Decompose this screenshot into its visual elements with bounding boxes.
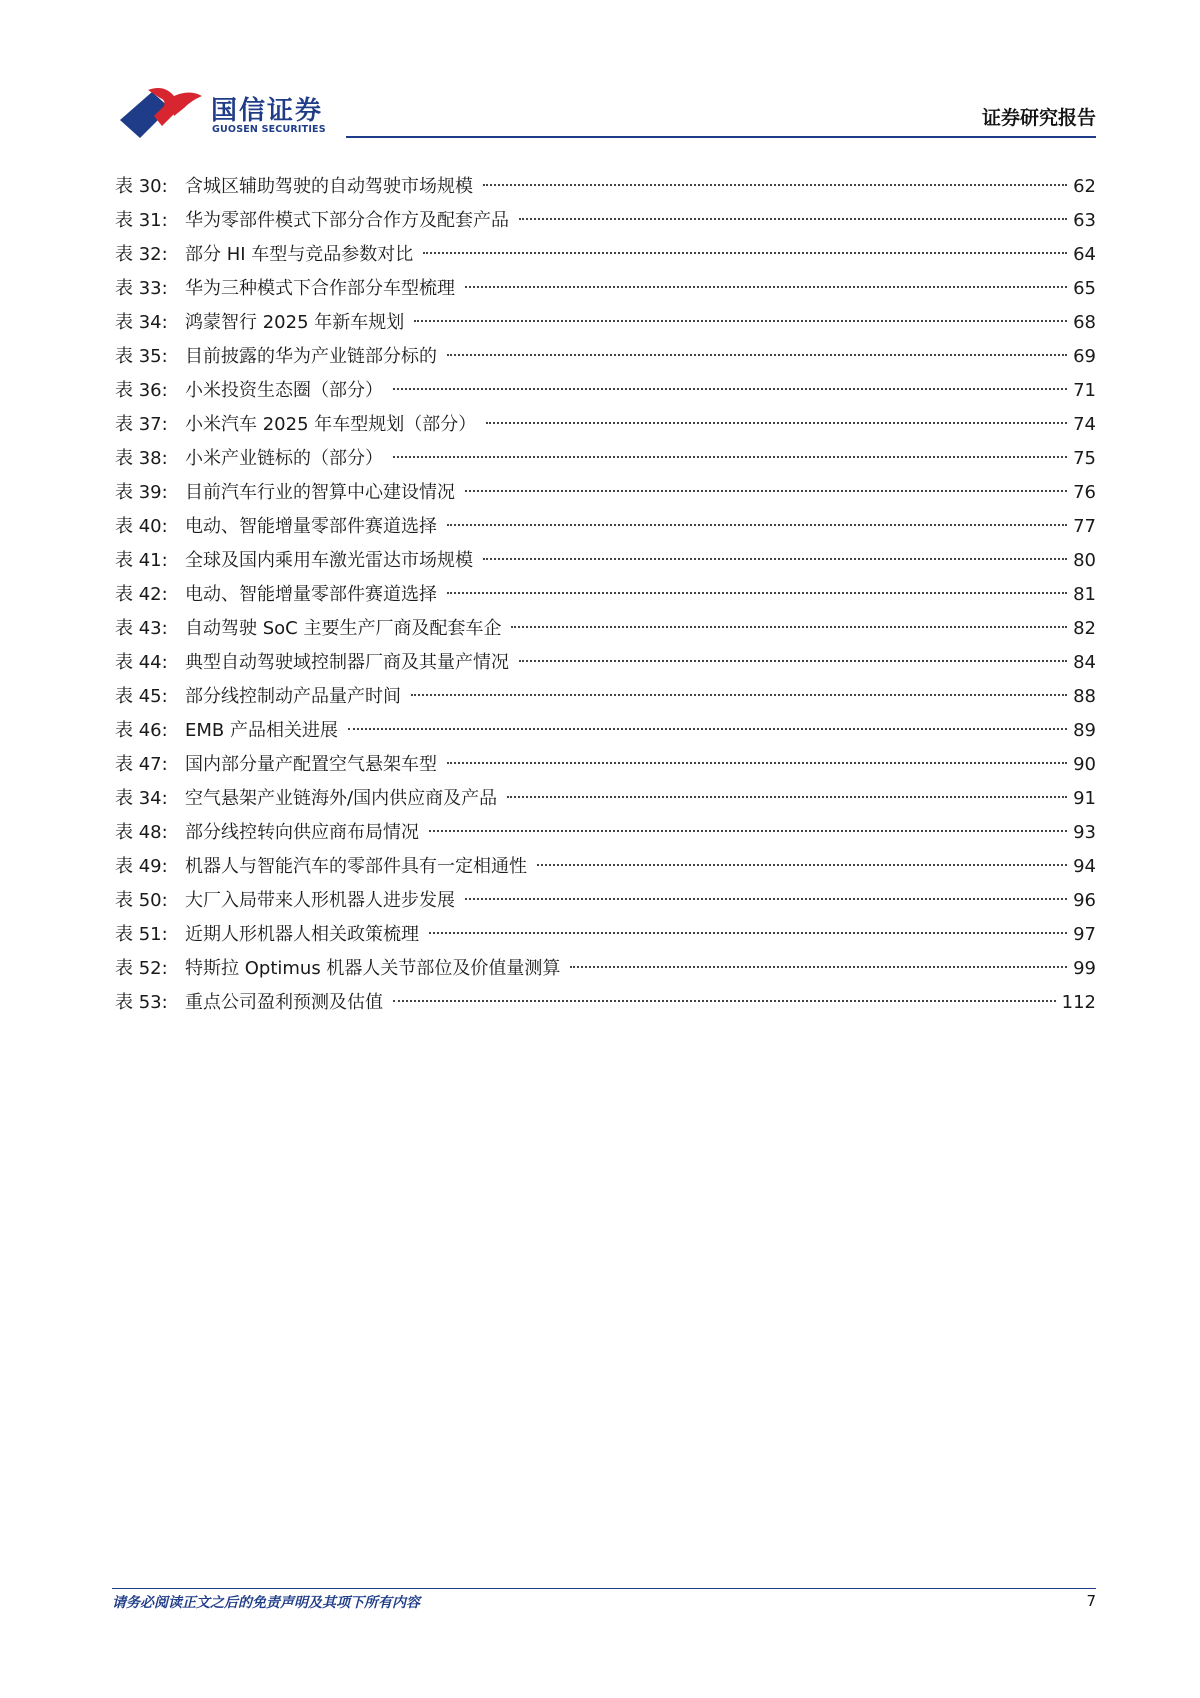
toc-dot-leader [414,320,1067,322]
toc-entry-title: 部分 HI 车型与竞品参数对比 [185,244,414,265]
toc-entry-number: 表 38: [115,448,168,469]
toc-entry[interactable] [115,714,1096,748]
toc-dot-leader [393,1000,1056,1002]
toc-entry-page: 97 [1073,924,1096,945]
toc-entry-number: 表 42: [115,584,168,605]
toc-dot-leader [423,252,1067,254]
toc-entry[interactable] [115,680,1096,714]
toc-entry-page: 84 [1073,652,1096,673]
toc-entry-page: 65 [1073,278,1096,299]
disclaimer-text: 请务必阅读正文之后的免责声明及其项下所有内容 [112,1595,420,1611]
toc-dot-leader [447,524,1067,526]
toc-dot-leader [465,490,1067,492]
toc-entry-title: 华为零部件模式下部分合作方及配套产品 [185,210,509,231]
toc-entry-title: 目前汽车行业的智算中心建设情况 [185,482,455,503]
toc-entry-title: 大厂入局带来人形机器人进步发展 [185,890,455,911]
toc-entry-number: 表 52: [115,958,168,979]
toc-entry[interactable] [115,816,1096,850]
toc-dot-leader [447,592,1067,594]
toc-entry-number: 表 32: [115,244,168,265]
toc-dot-leader [465,286,1067,288]
page-header [0,0,1200,145]
toc-entry-title: 小米投资生态圈（部分） [185,380,383,401]
toc-dot-leader [519,660,1067,662]
toc-entry-page: 96 [1073,890,1096,911]
toc-entry-title: 目前披露的华为产业链部分标的 [185,346,437,367]
toc-entry-page: 77 [1073,516,1096,537]
toc-entry-title: 含城区辅助驾驶的自动驾驶市场规模 [185,176,473,197]
toc-dot-leader [429,932,1067,934]
toc-entry-title: 机器人与智能汽车的零部件具有一定相通性 [185,856,527,877]
toc-entry-page: 112 [1061,992,1096,1013]
toc-entry-title: 自动驾驶 SoC 主要生产厂商及配套车企 [185,618,502,639]
toc-entry-number: 表 41: [115,550,168,571]
toc-dot-leader [483,184,1067,186]
toc-entry-title: 电动、智能增量零部件赛道选择 [185,584,437,605]
table-of-contents [115,170,1096,1020]
toc-dot-leader [519,218,1067,220]
toc-dot-leader [483,558,1067,560]
toc-entry-number: 表 50: [115,890,168,911]
toc-entry-title: EMB 产品相关进展 [185,720,338,741]
toc-entry-title: 电动、智能增量零部件赛道选择 [185,516,437,537]
toc-entry-number: 表 51: [115,924,168,945]
toc-entry-number: 表 40: [115,516,168,537]
toc-entry-page: 88 [1073,686,1096,707]
toc-dot-leader [465,898,1067,900]
page-number: 7 [1086,1592,1096,1610]
toc-entry-page: 93 [1073,822,1096,843]
toc-entry-number: 表 34: [115,312,168,333]
toc-entry-page: 80 [1073,550,1096,571]
toc-entry[interactable] [115,340,1096,374]
toc-entry-number: 表 43: [115,618,168,639]
toc-dot-leader [411,694,1067,696]
toc-entry[interactable] [115,952,1096,986]
toc-entry[interactable] [115,374,1096,408]
toc-entry-title: 部分线控制动产品量产时间 [185,686,401,707]
toc-entry[interactable] [115,442,1096,476]
toc-entry-page: 91 [1073,788,1096,809]
toc-entry-title: 典型自动驾驶域控制器厂商及其量产情况 [185,652,509,673]
toc-entry-page: 94 [1073,856,1096,877]
toc-entry[interactable] [115,612,1096,646]
toc-entry[interactable] [115,170,1096,204]
toc-entry[interactable] [115,782,1096,816]
toc-entry-title: 华为三种模式下合作部分车型梳理 [185,278,455,299]
toc-entry[interactable] [115,476,1096,510]
toc-entry-title: 空气悬架产业链海外/国内供应商及产品 [185,788,498,809]
toc-entry[interactable] [115,850,1096,884]
toc-entry-title: 国内部分量产配置空气悬架车型 [185,754,437,775]
toc-entry-number: 表 44: [115,652,168,673]
toc-entry-page: 63 [1073,210,1096,231]
toc-entry-number: 表 37: [115,414,168,435]
toc-entry[interactable] [115,238,1096,272]
toc-entry[interactable] [115,204,1096,238]
toc-entry[interactable] [115,306,1096,340]
toc-entry-number: 表 35: [115,346,168,367]
toc-entry-page: 89 [1073,720,1096,741]
toc-entry-title: 小米产业链标的（部分） [185,448,383,469]
toc-entry-title: 鸿蒙智行 2025 年新车规划 [185,312,405,333]
toc-entry-page: 64 [1073,244,1096,265]
toc-entry-page: 82 [1073,618,1096,639]
toc-dot-leader [537,864,1067,866]
toc-entry[interactable] [115,578,1096,612]
toc-entry-page: 69 [1073,346,1096,367]
toc-entry[interactable] [115,408,1096,442]
toc-dot-leader [447,762,1067,764]
toc-entry[interactable] [115,646,1096,680]
footer-divider [112,1588,1096,1589]
toc-entry-number: 表 31: [115,210,168,231]
toc-entry-title: 部分线控转向供应商布局情况 [185,822,419,843]
toc-entry-title: 小米汽车 2025 年车型规划（部分） [185,414,477,435]
toc-entry-title: 重点公司盈利预测及估值 [185,992,383,1013]
toc-entry-number: 表 34: [115,788,168,809]
toc-entry-number: 表 48: [115,822,168,843]
toc-entry-title: 全球及国内乘用车激光雷达市场规模 [185,550,473,571]
toc-entry-page: 90 [1073,754,1096,775]
toc-entry[interactable] [115,272,1096,306]
toc-entry[interactable] [115,748,1096,782]
toc-dot-leader [429,830,1067,832]
toc-entry-number: 表 53: [115,992,168,1013]
toc-dot-leader [447,354,1067,356]
toc-dot-leader [393,456,1067,458]
toc-dot-leader [348,728,1067,730]
toc-entry[interactable] [115,918,1096,952]
toc-entry-page: 74 [1073,414,1096,435]
toc-entry-number: 表 45: [115,686,168,707]
toc-entry-page: 99 [1073,958,1096,979]
toc-dot-leader [393,388,1067,390]
report-type-label: 证券研究报告 [981,107,1096,129]
toc-entry-number: 表 33: [115,278,168,299]
toc-entry-page: 71 [1073,380,1096,401]
toc-dot-leader [486,422,1067,424]
company-logo-english: GUOSEN SECURITIES [212,124,326,135]
toc-entry[interactable] [115,884,1096,918]
toc-dot-leader [570,966,1067,968]
toc-entry-page: 81 [1073,584,1096,605]
toc-entry-page: 62 [1073,176,1096,197]
header-divider [346,136,1096,138]
toc-entry-number: 表 30: [115,176,168,197]
toc-entry-number: 表 49: [115,856,168,877]
toc-entry-title: 特斯拉 Optimus 机器人关节部位及价值量测算 [185,958,561,979]
toc-entry-number: 表 47: [115,754,168,775]
guosen-logo-icon [118,86,208,142]
company-logo-text: 国信证券 [211,96,324,126]
toc-entry[interactable] [115,986,1096,1020]
toc-dot-leader [507,796,1067,798]
toc-entry[interactable] [115,544,1096,578]
toc-dot-leader [511,626,1067,628]
toc-entry[interactable] [115,510,1096,544]
toc-entry-title: 近期人形机器人相关政策梳理 [185,924,419,945]
toc-entry-number: 表 46: [115,720,168,741]
toc-entry-number: 表 36: [115,380,168,401]
toc-entry-page: 76 [1073,482,1096,503]
toc-entry-page: 68 [1073,312,1096,333]
toc-entry-number: 表 39: [115,482,168,503]
toc-entry-page: 75 [1073,448,1096,469]
